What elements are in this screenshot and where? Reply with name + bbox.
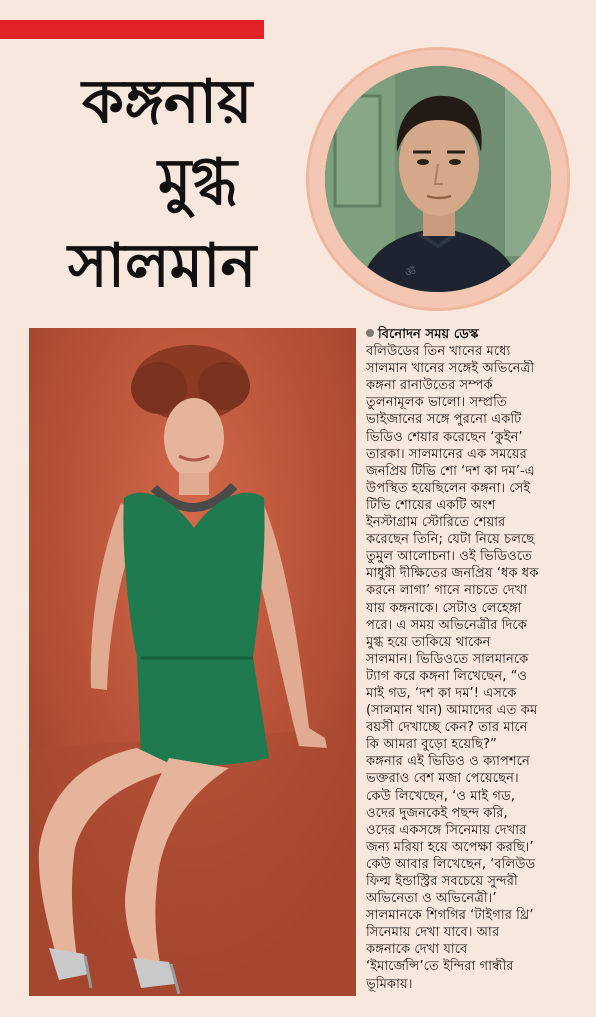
- accent-bar: [0, 20, 264, 39]
- article-text: [366, 343, 588, 993]
- article-line: যায় কঙ্গনাকে। সেটাও লেহেঙ্গা: [366, 600, 522, 616]
- article-line: পরে। এ সময় অভিনেত্রীর দিকে: [366, 617, 527, 633]
- byline-text: বিনোদন সময় ডেস্ক: [378, 327, 479, 342]
- article-line: সিনেমায় দেখা যাবে। আর: [366, 925, 500, 941]
- article-line: টিভি শোয়ের একটি অংশ: [366, 497, 496, 513]
- article-body: [366, 326, 588, 993]
- article-line: মাই গড, ‘দশ কা দম’! এসকে: [366, 685, 517, 701]
- article-line: সালমান। ভিডিওতে সালমানকে: [366, 651, 529, 667]
- article-line: ভক্তরাও বেশ মজা পেয়েছেন।: [366, 771, 519, 787]
- headline: [40, 66, 310, 306]
- article-line: বয়সী দেখাচ্ছে কেন? তার মানে: [366, 720, 528, 736]
- article-line: তারকা। সালমানের এক সময়ের: [366, 446, 527, 462]
- headline-line-3: সালমান: [68, 231, 257, 301]
- article-line: মুগ্ধ হয়ে তাকিয়ে থাকেন: [366, 634, 491, 650]
- article-line: অভিনেতা ও অভিনেত্রী।’: [366, 891, 497, 907]
- article-line: কঙ্গনাকে দেখা যাবে: [366, 942, 468, 958]
- article-line: ওদের দুজনকেই পছন্দ করি,: [366, 805, 508, 821]
- article-line: জনপ্রিয় টিভি শো ‘দশ কা দম’-এ: [366, 463, 535, 479]
- article-line: কঙ্গনার এই ভিডিও ও ক্যাপশনে: [366, 754, 530, 770]
- article-line: ভিডিও শেয়ার করেছেন ‘কুইন’: [366, 429, 523, 445]
- article-line: কি আমরা বুড়ো হয়েছি?”: [366, 737, 497, 753]
- article-line: কেউ আবার লিখেছেন, ‘বলিউড: [366, 856, 536, 872]
- portrait-illustration: [325, 66, 551, 292]
- bullet-icon: [366, 329, 374, 337]
- article-line: কঙ্গনা রানাউতের সম্পর্ক: [366, 378, 493, 394]
- headline-line-2: মুগ্ধ: [158, 146, 237, 216]
- article-line: ‘ইমার্জেন্সি’তে ইন্দিরা গান্ধীর: [366, 959, 514, 975]
- article-line: (সালমান খান) আমাদের এত কম: [366, 703, 538, 719]
- article-line: ভাইজানের সঙ্গে পুরনো একটি: [366, 412, 522, 428]
- salman-portrait-photo: [325, 66, 551, 292]
- article-line: ফিল্ম ইন্ডাস্ট্রির সবচেয়ে সুন্দরী: [366, 874, 518, 889]
- article-line: সালমানকে শিগগির ‘টাইগার থ্রি’: [366, 908, 534, 924]
- article-line: ভূমিকায়।: [366, 976, 413, 992]
- article-line: তুলনামূলক ভালো। সম্প্রতি: [366, 395, 507, 411]
- article-line: ট্যাগ করে কঙ্গনা লিখেছেন, “ও: [366, 668, 528, 684]
- article-line: কেউ লিখেছেন, ‘ও মাই গড,: [366, 788, 515, 804]
- article-line: উপস্থিত হয়েছিলেন কঙ্গনা। সেই: [366, 480, 531, 496]
- article-line: ওদের একসঙ্গে সিনেমায় দেখার: [366, 822, 527, 838]
- byline: [366, 326, 588, 343]
- article-line: জন্য মরিয়া হয়ে অপেক্ষা করছি।’: [366, 839, 534, 855]
- portrait-frame: [306, 47, 570, 311]
- article-line: সালমান খানের সঙ্গেই অভিনেত্রী: [366, 361, 535, 377]
- article-line: তুমুল আলোচনা। ওই ভিডিওতে: [366, 549, 533, 565]
- article-line: বলিউডের তিন খানের মধ্যে: [366, 344, 511, 360]
- article-line: মাধুরী দীক্ষিতের জনপ্রিয় ‘ধক ধক: [366, 566, 539, 582]
- article-line: করনে লাগা’ গানে নাচতে দেখা: [366, 583, 528, 599]
- kangana-photo: [29, 328, 356, 996]
- kangana-illustration: [29, 328, 356, 996]
- article-line: করেছেন তিনি; যেটা নিয়ে চলছে: [366, 532, 535, 548]
- article-line: ইনস্টাগ্রাম স্টোরিতে শেয়ার: [366, 515, 506, 531]
- shirt-print: ॐ: [405, 265, 416, 279]
- headline-line-1: কঙ্গনায়: [82, 67, 253, 137]
